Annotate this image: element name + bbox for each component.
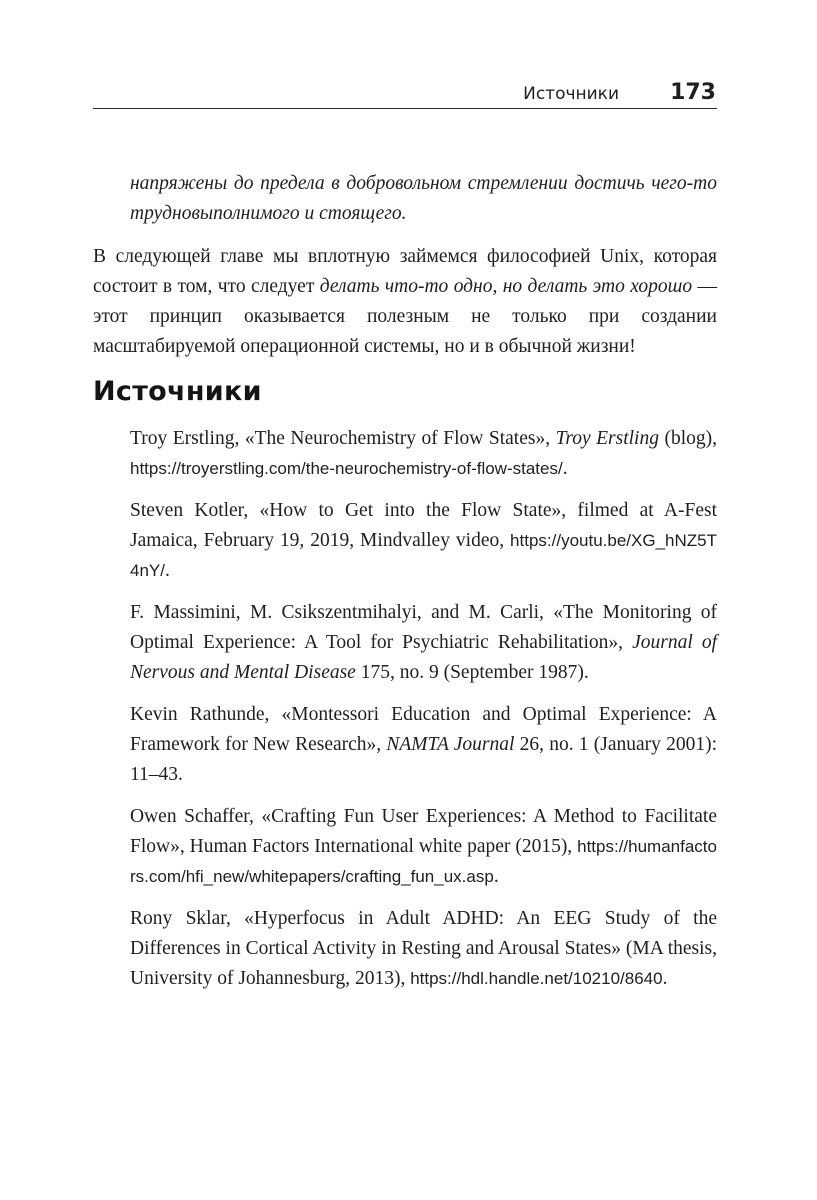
page-number: 173	[670, 80, 716, 105]
reference-text: F. Massimini, M. Csikszentmihalyi, and M. Carli, «The Monitoring of Optimal Experience: A Tool for Psychiatric Rehabilitation»,	[130, 602, 717, 653]
reference-item	[130, 802, 717, 892]
reference-item	[130, 598, 717, 688]
chapter-outro-paragraph	[93, 242, 717, 362]
reference-end: .	[562, 458, 568, 479]
reference-text: Troy Erstling, «The Neurochemistry of Flow States»,	[130, 428, 556, 449]
outro-text-1: В следующей главе мы вплотную займемся философией Unix, которая состоит в том, что следует	[93, 245, 717, 297]
running-header	[93, 78, 717, 109]
reference-italic: Journal of Nervous and Mental Disease	[130, 632, 717, 683]
outro-text-2: — этот принцип оказывается полезным не только при создании масштабируемой операционной системы, но и в обычной жизни!	[93, 275, 718, 357]
references-list	[130, 424, 717, 1006]
outro-emphasis: делать что-то одно, но делать это хорошо	[319, 275, 693, 297]
section-title: Источники	[93, 376, 262, 407]
reference-end: .	[493, 866, 499, 887]
quote-continuation: напряжены до предела в добровольном стремлении достичь чего-то трудновыполнимого и стоящего.	[130, 172, 717, 224]
reference-item	[130, 496, 717, 586]
reference-end: .	[662, 968, 668, 989]
reference-item	[130, 904, 717, 994]
reference-italic: NAMTA Journal	[386, 734, 515, 755]
reference-text-tail: 175, no. 9 (September 1987).	[355, 662, 589, 683]
reference-link[interactable]: https://youtu.be/XG_hNZ5T4nY/	[130, 531, 717, 580]
reference-text-tail: 26, no. 1 (January 2001): 11–43.	[130, 734, 717, 785]
reference-item	[130, 700, 717, 790]
reference-text: Kevin Rathunde, «Montessori Education and Optimal Experience: A Framework for New Research»,	[130, 704, 717, 755]
reference-text: Steven Kotler, «How to Get into the Flow State», filmed at A-Fest Jamaica, February 19, 2019, Mindvalley video,	[130, 500, 717, 551]
reference-text: Owen Schaffer, «Crafting Fun User Experiences: A Method to Facilitate Flow», Human Factors International white paper (2015),	[130, 806, 717, 857]
reference-item	[130, 424, 717, 484]
reference-end: .	[164, 560, 170, 581]
running-header-title: Источники	[523, 84, 619, 104]
reference-text-tail: (blog),	[658, 428, 717, 449]
reference-link[interactable]: https://troyerstling.com/the-neurochemistry-of-flow-states/	[130, 459, 563, 478]
reference-link[interactable]: https://hdl.handle.net/10210/8640	[410, 969, 663, 988]
reference-link[interactable]: https://humanfactors.com/hfi_new/whitepapers/crafting_fun_ux.asp	[130, 837, 717, 886]
reference-text: Rony Sklar, «Hyperfocus in Adult ADHD: An EEG Study of the Differences in Cortical Activity in Resting and Arousal States» (MA thesis, University of Johannesburg, 2013),	[130, 908, 717, 989]
reference-italic: Troy Erstling	[555, 428, 659, 449]
